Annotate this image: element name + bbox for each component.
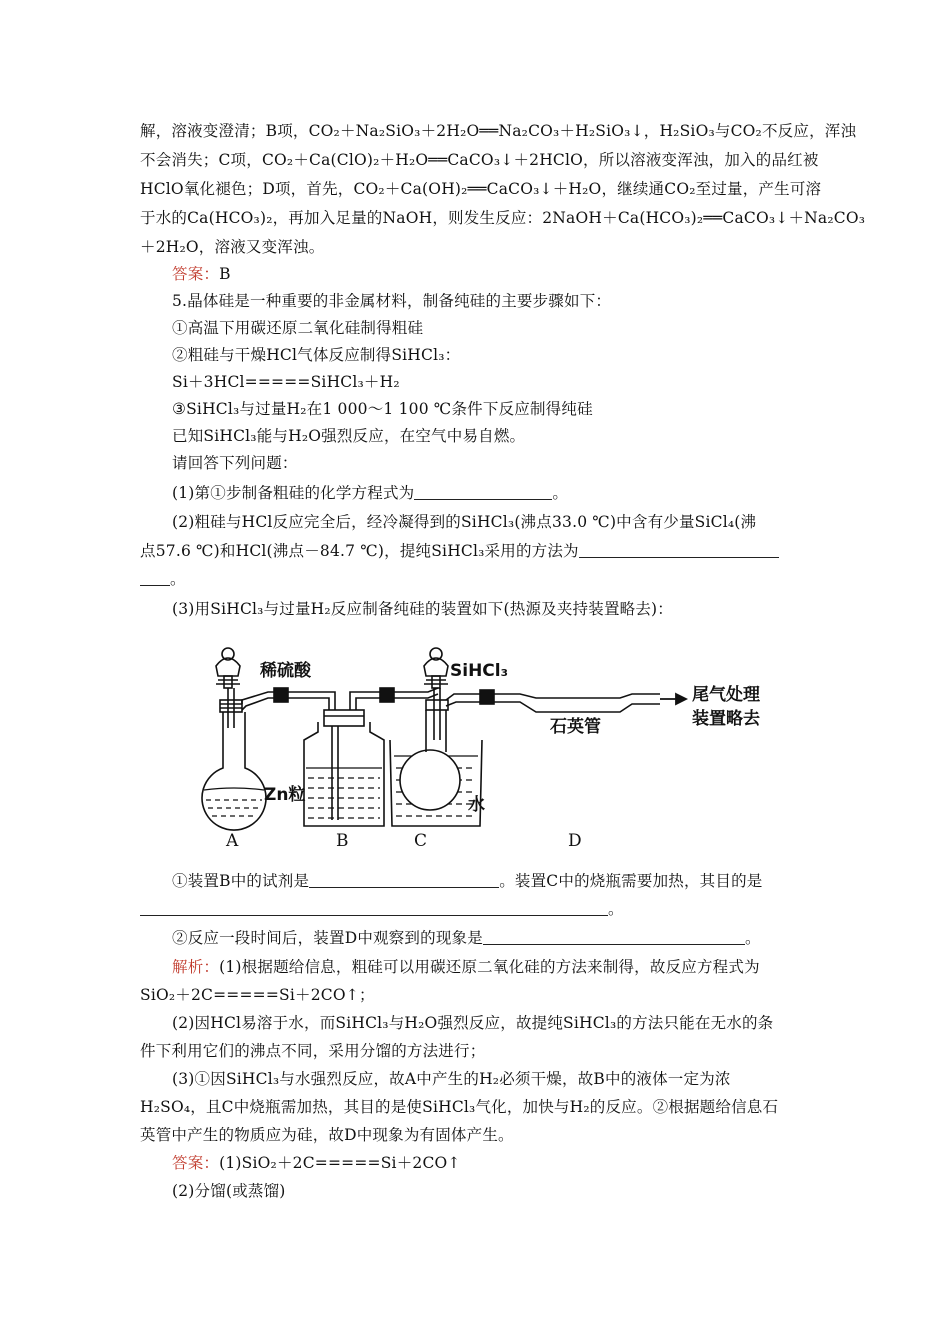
- analysis-line: 英管中产生的物质应为硅，故D中现象为有固体产生。: [140, 1126, 514, 1144]
- apparatus-diagram: [190, 640, 790, 865]
- analysis-line: H₂SO₄，且C中烧瓶需加热，其目的是使SiHCl₃气化，加快与H₂的反应。②根据题给信息石: [140, 1098, 779, 1116]
- analysis-text: (1)根据题给信息，粗硅可以用碳还原二氧化硅的方法来制得，故反应方程式为: [219, 958, 760, 976]
- equation: Si＋3HCl=====SiHCl₃＋H₂: [172, 373, 400, 391]
- sub-question-3-1: [172, 868, 812, 894]
- text-line: HClO氧化褪色；D项，首先，CO₂＋Ca(OH)₂══CaCO₃↓＋H₂O，继续通CO₂至过量，产生可溶: [140, 180, 822, 198]
- sihcl3-label: SiHCl₃: [450, 661, 509, 681]
- step-2: ②粗硅与干燥HCl气体反应制得SiHCl₃：: [172, 346, 461, 364]
- sub-question-2a: (2)粗硅与HCl反应完全后，经冷凝得到的SiHCl₃(沸点33.0 ℃)中含有少量SiCl₄(沸: [172, 513, 757, 531]
- prompt: 请回答下列问题：: [172, 454, 298, 472]
- answer-line: (2)分馏(或蒸馏): [172, 1182, 286, 1200]
- apparatus-c: [390, 648, 660, 826]
- label-b: B: [336, 831, 349, 851]
- sub-question-2c: [140, 566, 812, 592]
- analysis-line: (2)因HCl易溶于水，而SiHCl₃与H₂O强烈反应，故提纯SiHCl₃的方法只能在无水的条: [172, 1014, 774, 1032]
- label-d: D: [568, 831, 582, 851]
- answer-value: B: [219, 265, 231, 283]
- acid-label: 稀硫酸: [260, 661, 311, 681]
- answer-blank[interactable]: [414, 482, 552, 500]
- text-line: 不会消失；C项，CO₂＋Ca(ClO)₂＋H₂O══CaCO₃↓＋2HClO，所以溶液变浑浊，加入的品红被: [140, 151, 819, 169]
- answer-line: [172, 261, 812, 287]
- analysis-line: SiO₂＋2C=====Si＋2CO↑；: [140, 986, 375, 1004]
- answer-blank[interactable]: [140, 898, 608, 916]
- punct: 。: [552, 484, 569, 502]
- answer-label: 答案：: [172, 1154, 220, 1172]
- exhaust-arrow: [660, 694, 686, 704]
- answer-blank[interactable]: [309, 870, 499, 888]
- sub-question-text: (1)第①步制备粗硅的化学方程式为: [172, 484, 415, 502]
- answer-line: [172, 1150, 812, 1176]
- text-line: 于水的Ca(HCO₃)₂，再加入足量的NaOH，则发生反应：2NaOH＋Ca(HCO₃)₂══CaCO₃↓＋Na₂CO₃: [140, 209, 866, 227]
- sub-question-text: 。装置C中的烧瓶需要加热，其目的是: [499, 872, 763, 890]
- punct: 。: [744, 929, 761, 947]
- answer-blank[interactable]: [483, 927, 745, 945]
- tube-label: 石英管: [550, 717, 601, 737]
- water-label: 水: [468, 795, 485, 815]
- answer-label: 答案：: [172, 265, 220, 283]
- tail-label-2: 装置略去: [692, 709, 760, 729]
- note: 已知SiHCl₃能与H₂O强烈反应，在空气中易自燃。: [172, 427, 526, 445]
- answer-blank[interactable]: [579, 540, 779, 558]
- analysis-line: 件下利用它们的沸点不同，采用分馏的方法进行；: [140, 1042, 486, 1060]
- analysis-line: [172, 954, 812, 980]
- sub-question-2b: [140, 538, 812, 564]
- analysis-line: (3)①因SiHCl₃与水强烈反应，故A中产生的H₂必须干燥，故B中的液体一定为浓: [172, 1070, 731, 1088]
- zn-label: Zn粒: [264, 785, 306, 805]
- sub-question-text: 点57.6 ℃)和HCl(沸点－84.7 ℃)，提纯SiHCl₃采用的方法为: [140, 542, 579, 560]
- punct: 。: [170, 570, 186, 588]
- sub-question-3-1b: [140, 896, 812, 922]
- text-line: ＋2H₂O，溶液又变浑浊。: [140, 238, 325, 256]
- analysis-label: 解析：: [172, 958, 220, 976]
- sub-question-text: ①装置B中的试剂是: [172, 872, 310, 890]
- step-1: ①高温下用碳还原二氧化硅制得粗硅: [172, 319, 424, 337]
- sub-question-3: (3)用SiHCl₃与过量H₂反应制备纯硅的装置如下(热源及夹持装置略去)：: [172, 600, 674, 618]
- punct: 。: [608, 900, 624, 918]
- step-3: ③SiHCl₃与过量H₂在1 000～1 100 ℃条件下反应制得纯硅: [172, 400, 593, 418]
- label-c: C: [414, 831, 428, 851]
- text-line: 解，溶液变澄清；B项，CO₂＋Na₂SiO₃＋2H₂O══Na₂CO₃＋H₂SiO₃↓，H₂SiO₃与CO₂不反应，浑浊: [140, 122, 857, 140]
- tail-label-1: 尾气处理: [692, 685, 760, 705]
- sub-question-text: ②反应一段时间后，装置D中观察到的现象是: [172, 929, 483, 947]
- answer-value: (1)SiO₂＋2C=====Si＋2CO↑: [219, 1154, 461, 1172]
- sub-question-1: [172, 480, 812, 506]
- question-title: 5.晶体硅是一种重要的非金属材料，制备纯硅的主要步骤如下：: [172, 292, 612, 310]
- label-a: A: [226, 831, 239, 851]
- sub-question-3-2: [172, 925, 812, 951]
- answer-blank[interactable]: [140, 568, 170, 586]
